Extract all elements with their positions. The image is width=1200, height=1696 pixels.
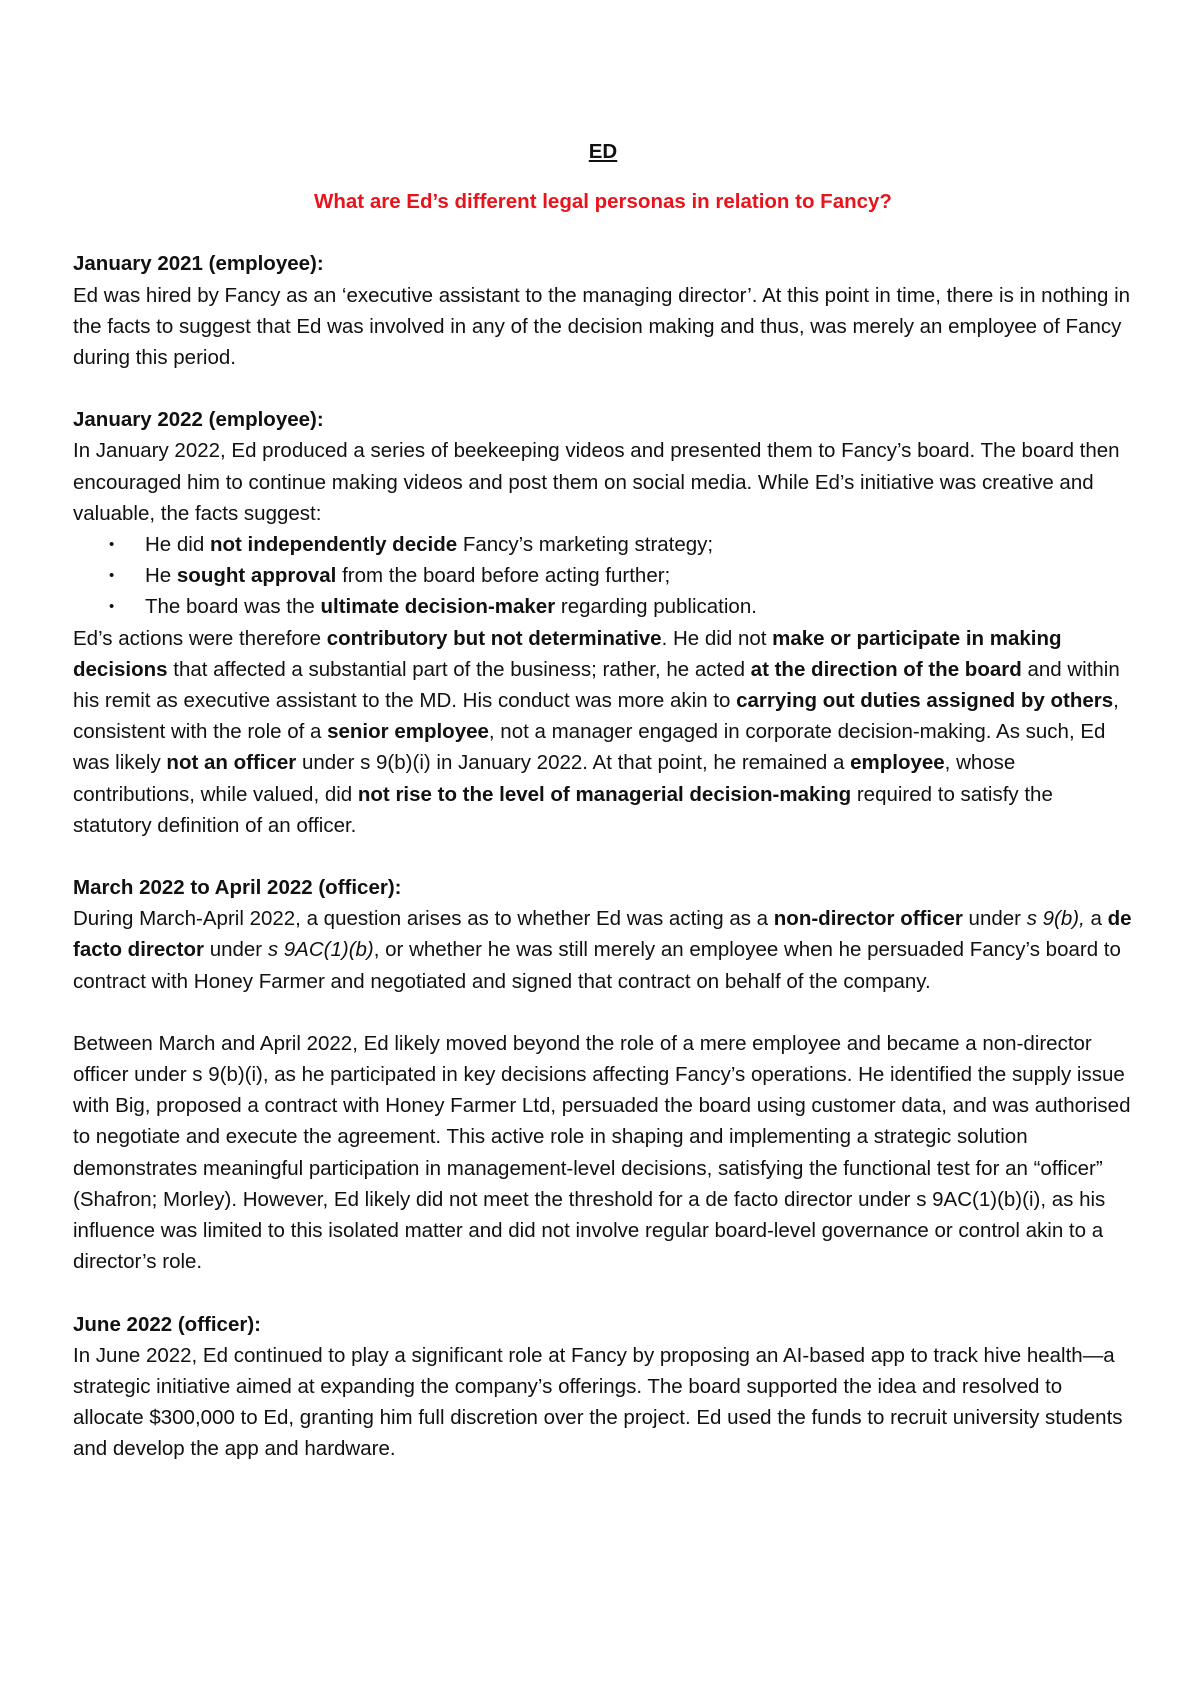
paragraph-jan-2022-intro: In January 2022, Ed produced a series of beekeeping videos and presented them to Fancy’s board. The board then encouraged him to continue making videos and post them on social media. While Ed’s initiative was creative and valuable, the facts suggest: [73,439,1120,525]
bullet-item: • He sought approval from the board before acting further; [73,560,1133,591]
document-page [73,136,1133,1465]
bullet-item: • The board was the ultimate decision-maker regarding publication. [73,591,1133,622]
paragraph-jan-2021: Ed was hired by Fancy as an ‘executive assistant to the managing director’. At this point in time, there is in nothing in the facts to suggest that Ed was involved in any of the decision making and thus, was merely an employee of Fancy during this period. [73,283,1131,370]
section-heading-jun-2022: June 2022 (officer): [73,1312,261,1336]
section-heading-mar-apr-2022: March 2022 to April 2022 (officer): [73,876,402,900]
bullet-list [73,529,1133,623]
document-question: What are Ed’s different legal personas in relation to Fancy? [314,190,892,214]
bullet-item: • He did not independently decide Fancy’s marketing strategy; [73,529,1133,560]
paragraph-mar-apr-2022-analysis: Between March and April 2022, Ed likely moved beyond the role of a mere employee and became a non-director officer under s 9(b)(i), as he participated in key decisions affecting Fancy’s operations. He identified the supply issue with Big, proposed a contract with Honey Farmer Ltd, persuaded the board using customer data, and was authorised to negotiate and execute the agreement. This active role in shaping and implementing a strategic solution demonstrates meaningful participation in management-level decisions, satisfying the functional test for an “officer” (Shafron; Morley). However, Ed likely did not meet the threshold for a de facto director under s 9AC(1)(b)(i), as his influence was limited to this isolated matter and did not involve regular board-level governance or control akin to a director’s role. [73,1031,1131,1274]
section-heading-jan-2021: January 2021 (employee): [73,252,324,276]
paragraph-jun-2022: In June 2022, Ed continued to play a significant role at Fancy by proposing an AI-based app to track hive health—a strategic initiative aimed at expanding the company’s offerings. The board supported the idea and resolved to allocate $300,000 to Ed, granting him full discretion over the project. Ed used the funds to recruit university students and develop the app and hardware. [73,1343,1123,1461]
document-title: ED [588,140,618,163]
section-heading-jan-2022: January 2022 (employee): [73,408,324,432]
paragraph-jan-2022-analysis: Ed’s actions were therefore contributory but not determinative. He did not make or participate in making decisions that affected a substantial part of the business; rather, he acted at the direction of the board and within his remit as executive assistant to the MD. His conduct was more akin to carrying out duties assigned by others, consistent with the role of a senior employee, not a manager engaged in corporate decision-making. As such, Ed was likely not an officer under s 9(b)(i) in January 2022. At that point, he remained a employee, whose contributions, while valued, did not rise to the level of managerial decision-making required to satisfy the statutory definition of an officer. [73,626,1120,837]
paragraph-mar-apr-2022-question: During March-April 2022, a question arises as to whether Ed was acting as a non-director officer under s 9(b), a de facto director under s 9AC(1)(b), or whether he was still merely an employee when he persuaded Fancy’s board to contract with Honey Farmer and negotiated and signed that contract on behalf of the company. [73,907,1132,993]
